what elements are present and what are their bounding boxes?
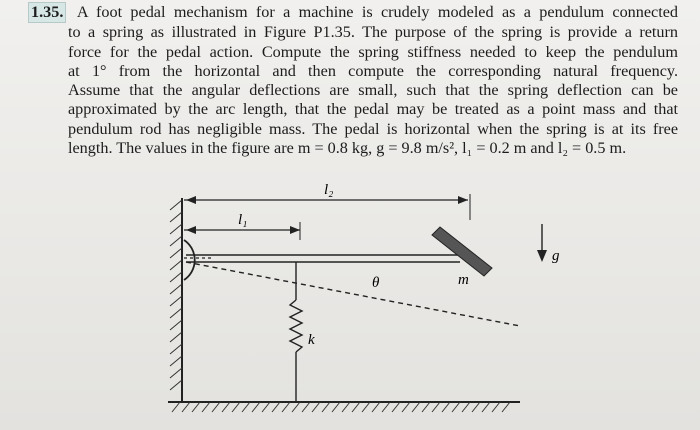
left-wall <box>170 198 182 402</box>
problem-line-4: at 1° from the horizontal and then compute the corresponding natural frequency. <box>68 61 678 80</box>
gravity-arrow <box>537 224 547 262</box>
floor <box>168 402 520 412</box>
deflected-line <box>186 262 520 326</box>
pedal-mass <box>432 227 492 276</box>
label-theta: θ <box>372 275 380 291</box>
problem-line-5: Assume that the angular deflections are small, such that the spring deflection can be <box>68 81 678 100</box>
problem-line-8: length. The values in the figure are m = 0.8 kg, g = 9.8 m/s², l₁ = 0.2 m and l₂ = 0.5 m. <box>68 139 627 158</box>
label-g: g <box>552 248 560 264</box>
pendulum-rod <box>186 255 460 262</box>
problem-line-3: force for the pedal action. Compute the spring stiffness needed to keep the pendulum <box>68 42 678 61</box>
problem-line-6: approximated by the arc length, that the pedal may be treated as a point mass and that <box>68 100 678 119</box>
label-m: m <box>458 272 469 288</box>
problem-line-1: 1.35. A foot pedal mechanism for a machine is crudely modeled as a pendulum connected <box>28 2 678 23</box>
problem-line-7: pendulum rod has negligible mass. The pedal is horizontal when the spring is at its free <box>68 119 678 138</box>
problem-line-2: to a spring as illustrated in Figure P1.35. The purpose of the spring is provide a return <box>68 23 678 42</box>
spring <box>290 262 302 402</box>
label-l2: l₂ <box>324 182 334 198</box>
pivot <box>184 240 195 280</box>
label-l1: l₁ <box>238 212 248 228</box>
figure-p1-35 <box>0 170 700 430</box>
label-k: k <box>308 332 315 348</box>
problem-number: 1.35. <box>28 2 66 23</box>
problem-text <box>28 2 678 158</box>
